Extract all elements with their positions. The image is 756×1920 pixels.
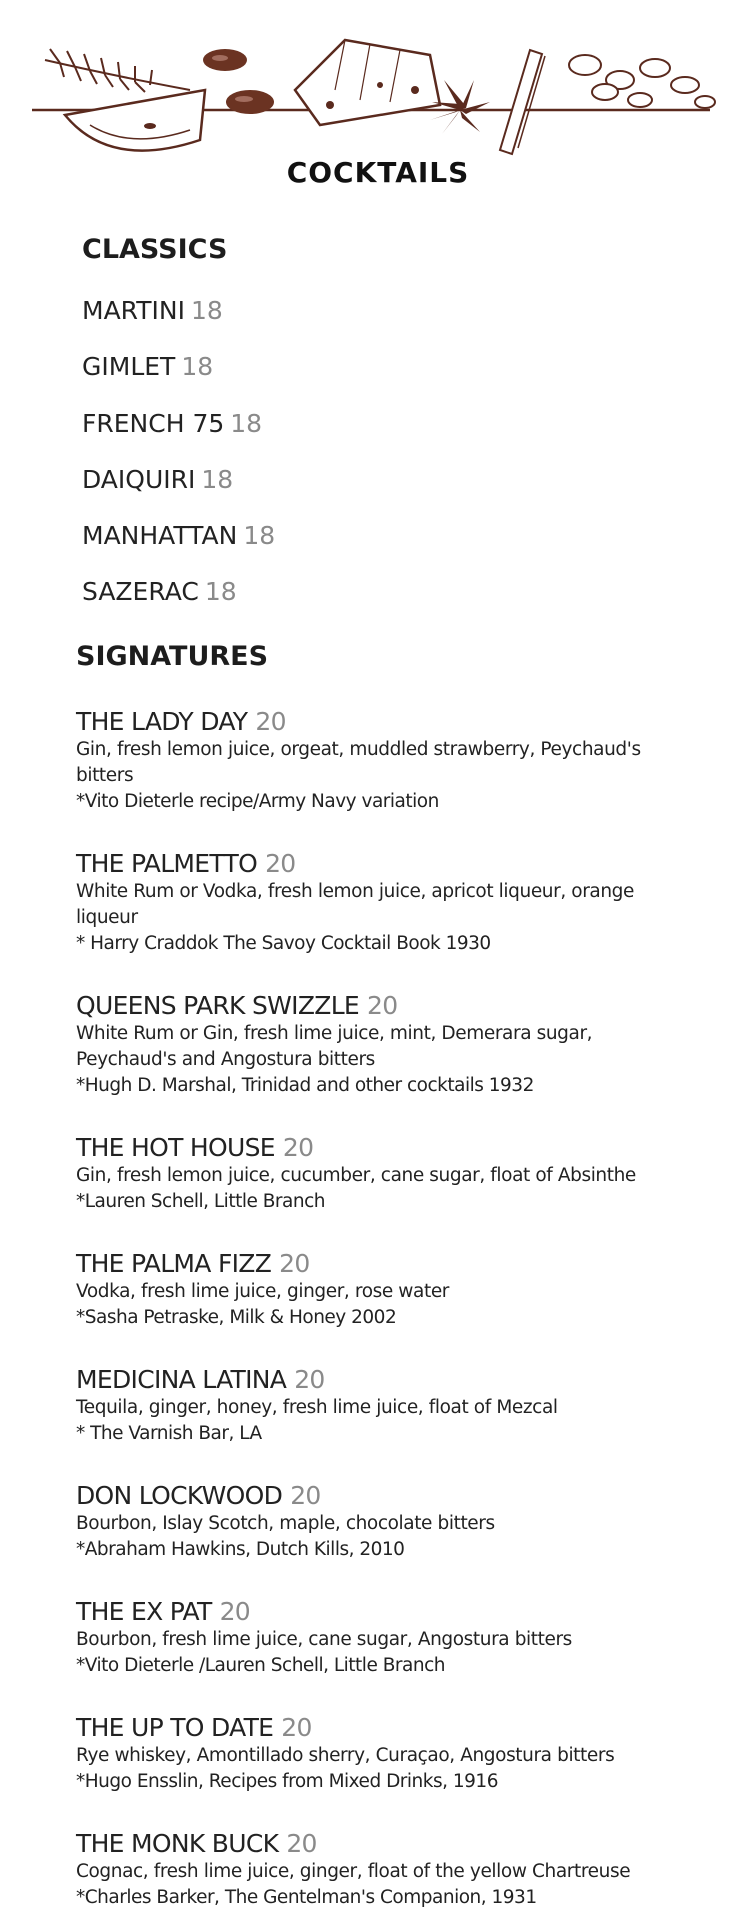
item-title	[76, 1713, 676, 1743]
item-price: 18	[181, 352, 214, 381]
item-price: 20	[290, 1481, 321, 1510]
menu-title: COCKTAILS	[286, 156, 470, 189]
item-name: THE PALMA FIZZ	[76, 1249, 272, 1278]
item-price: 18	[204, 577, 237, 606]
item-credit: *Charles Barker, The Gentelman's Companion, 1931	[76, 1887, 537, 1908]
item-price: 20	[279, 1249, 310, 1278]
signatures-heading: SIGNATURES	[76, 641, 269, 672]
item-name: THE PALMETTO	[76, 849, 258, 878]
item-name: SAZERAC	[82, 577, 199, 606]
classic-item	[82, 352, 213, 381]
item-price: 18	[230, 409, 263, 438]
item-price: 18	[243, 521, 276, 550]
signature-item	[76, 1133, 676, 1215]
item-name: FRENCH 75	[82, 409, 225, 438]
item-description: Rye whiskey, Amontillado sherry, Curaçao, Angostura bitters	[76, 1745, 615, 1766]
item-price: 20	[286, 1829, 317, 1858]
item-credit: *Abraham Hawkins, Dutch Kills, 2010	[76, 1539, 405, 1560]
item-title	[76, 1365, 676, 1395]
item-credit: *Vito Dieterle recipe/Army Navy variation	[76, 791, 439, 812]
item-title	[76, 707, 676, 737]
item-title	[76, 1249, 676, 1279]
item-price: 18	[190, 296, 223, 325]
item-name: QUEENS PARK SWIZZLE	[76, 991, 360, 1020]
classics-heading: CLASSICS	[82, 234, 228, 265]
item-credit: * The Varnish Bar, LA	[76, 1423, 262, 1444]
item-description: White Rum or Vodka, fresh lemon juice, apricot liqueur, orange liqueur	[76, 881, 635, 928]
item-name: THE UP TO DATE	[76, 1713, 274, 1742]
item-name: THE LADY DAY	[76, 707, 248, 736]
item-description: Tequila, ginger, honey, fresh lime juice, float of Mezcal	[76, 1397, 558, 1418]
item-name: DAIQUIRI	[82, 465, 196, 494]
item-description: Bourbon, fresh lime juice, cane sugar, Angostura bitters	[76, 1629, 572, 1650]
item-description: Vodka, fresh lime juice, ginger, rose water	[76, 1281, 450, 1302]
item-credit: *Sasha Petraske, Milk & Honey 2002	[76, 1307, 397, 1328]
signature-item	[76, 1481, 676, 1563]
item-credit: * Harry Craddok The Savoy Cocktail Book 1930	[76, 933, 491, 954]
item-credit: *Lauren Schell, Little Branch	[76, 1191, 325, 1212]
item-title	[76, 1829, 676, 1859]
item-price: 20	[265, 849, 296, 878]
signature-item	[76, 1249, 676, 1331]
item-description: Bourbon, Islay Scotch, maple, chocolate bitters	[76, 1513, 495, 1534]
item-name: THE HOT HOUSE	[76, 1133, 275, 1162]
item-name: MEDICINA LATINA	[76, 1365, 287, 1394]
item-title	[76, 1597, 676, 1627]
item-price: 18	[201, 465, 234, 494]
item-name: DON LOCKWOOD	[76, 1481, 283, 1510]
ingredients-banner-illustration	[30, 30, 730, 170]
item-credit: *Hugo Ensslin, Recipes from Mixed Drinks, 1916	[76, 1771, 498, 1792]
signature-item	[76, 1597, 676, 1679]
item-title	[76, 849, 676, 879]
item-description: Gin, fresh lemon juice, cucumber, cane sugar, float of Absinthe	[76, 1165, 636, 1186]
signature-item	[76, 707, 676, 815]
signature-item	[76, 1713, 676, 1795]
signature-item	[76, 1365, 676, 1447]
item-description: Gin, fresh lemon juice, orgeat, muddled strawberry, Peychaud's bitters	[76, 739, 641, 786]
signature-item	[76, 1829, 676, 1911]
signature-item	[76, 991, 676, 1099]
item-price: 20	[281, 1713, 312, 1742]
classic-item	[82, 577, 237, 606]
classic-item	[82, 521, 275, 550]
item-name: THE EX PAT	[76, 1597, 212, 1626]
item-price: 20	[255, 707, 286, 736]
item-title	[76, 991, 676, 1021]
item-description: White Rum or Gin, fresh lime juice, mint, Demerara sugar, Peychaud's and Angostura bitters	[76, 1023, 593, 1070]
item-price: 20	[367, 991, 398, 1020]
classic-item	[82, 465, 233, 494]
item-name: MARTINI	[82, 296, 185, 325]
item-price: 20	[219, 1597, 251, 1626]
item-name: MANHATTAN	[82, 521, 238, 550]
item-title	[76, 1481, 676, 1511]
item-credit: *Vito Dieterle /Lauren Schell, Little Branch	[76, 1655, 445, 1676]
classic-item	[82, 296, 223, 325]
signature-item	[76, 849, 676, 957]
item-name: THE MONK BUCK	[76, 1829, 279, 1858]
item-name: GIMLET	[82, 352, 176, 381]
item-description: Cognac, fresh lime juice, ginger, float of the yellow Chartreuse	[76, 1861, 631, 1882]
item-price: 20	[294, 1365, 325, 1394]
item-credit: *Hugh D. Marshal, Trinidad and other cocktails 1932	[76, 1075, 534, 1096]
item-price: 20	[282, 1133, 314, 1162]
item-title	[76, 1133, 676, 1163]
classic-item	[82, 409, 262, 438]
